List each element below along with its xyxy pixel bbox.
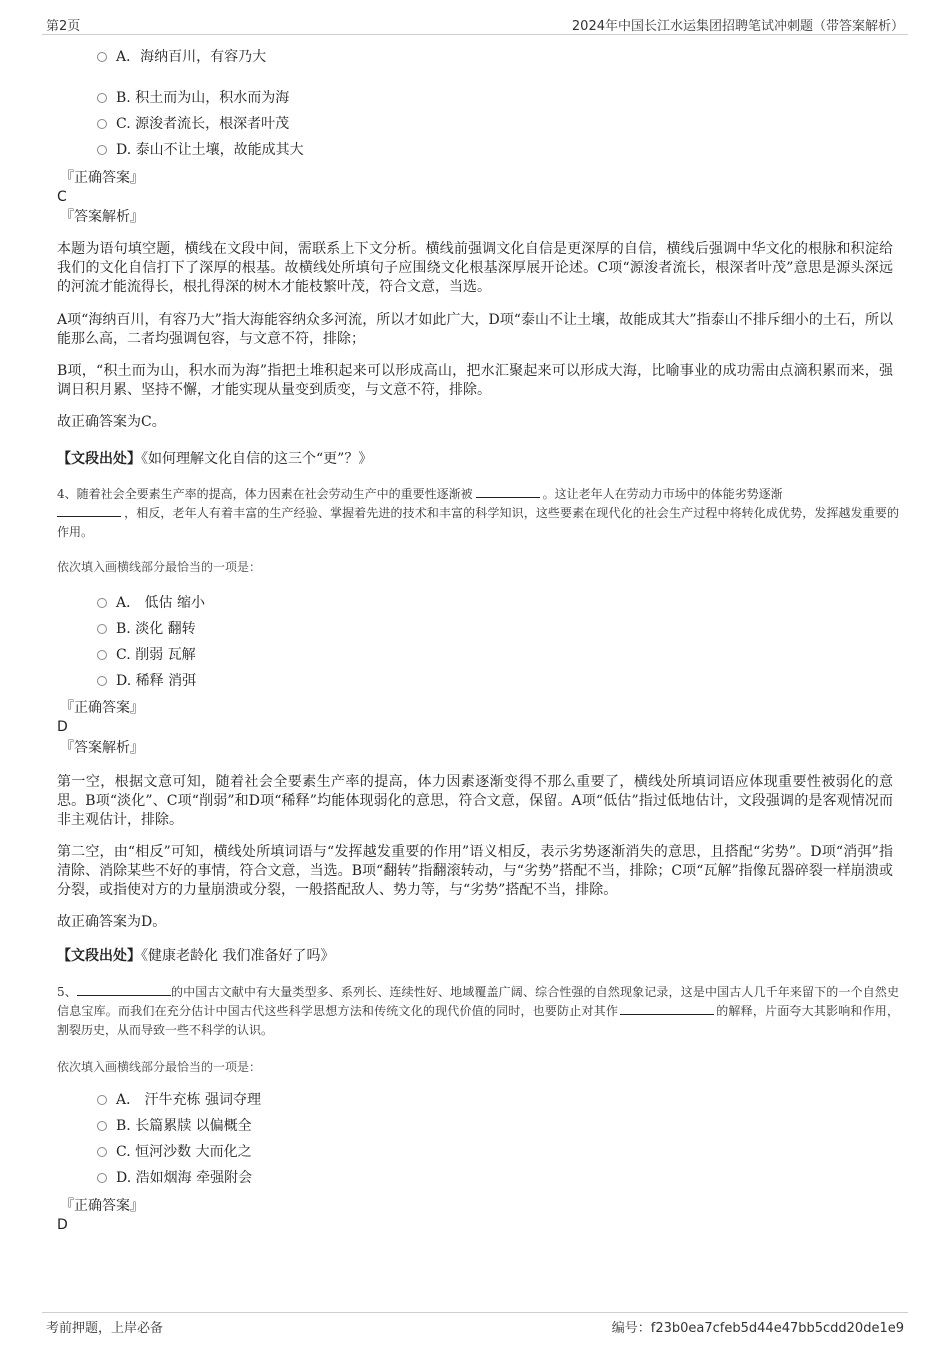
q3-option-b[interactable]: B. 积土而为山，积水而为海 (97, 88, 289, 108)
q3-analysis-label: 『答案解析』 (60, 209, 144, 225)
radio-icon[interactable] (97, 650, 107, 660)
radio-icon[interactable] (97, 93, 107, 103)
page-header (42, 12, 908, 35)
radio-icon[interactable] (97, 1173, 107, 1183)
radio-icon[interactable] (97, 145, 107, 155)
q5-option-b[interactable]: B. 长篇累牍 以偏概全 (97, 1116, 252, 1136)
q4-option-b[interactable]: B. 淡化 翻转 (97, 619, 196, 639)
q4-prompt: 依次填入画横线部分最恰当的一项是： (57, 560, 262, 574)
q3-source: 【文段出处】《如何理解文化自信的这三个“更”？》 (57, 451, 373, 467)
q5-option-d[interactable]: D. 浩如烟海 牵强附会 (97, 1168, 252, 1188)
q5-option-c[interactable]: C. 恒河沙数 大而化之 (97, 1142, 252, 1162)
q5-option-a[interactable]: A． 汗牛充栋 强词夺理 (97, 1090, 261, 1110)
page-number: 第2页 (46, 19, 81, 34)
q4-analysis-label: 『答案解析』 (60, 740, 144, 756)
q4-option-d[interactable]: D. 稀释 消弭 (97, 671, 196, 691)
blank-1 (476, 485, 540, 498)
blank-2 (57, 504, 121, 517)
q3-analysis-p4: 故正确答案为C。 (57, 414, 166, 430)
q4-stem: 4、随着社会全要素生产率的提高，体力因素在社会劳动生产中的重要性逐渐被 。这让老年人在劳动力市场中的体能劣势逐渐 ，相反，老年人有着丰富的生产经验、掌握着先进的技术和丰富的科学知识，这些要素在现代化的社会生产过程中将转化成优势，发挥越发重要的作用。 (57, 487, 899, 539)
q3-option-c[interactable]: C. 源浚者流长，根深者叶茂 (97, 114, 289, 134)
q3-analysis-p1: 本题为语句填空题，横线在文段中间，需联系上下文分析。横线前强调文化自信是更深厚的自信，横线后强调中华文化的根脉和积淀给我们的文化自信打下了深厚的根基。故横线处所填句子应围绕文化根基深厚展开论述。C项“源浚者流长，根深者叶茂”意思是源头深远的河流才能流得长，根扎得深的树木才能枝繁叶茂，符合文意，当选。 (57, 241, 893, 295)
radio-icon[interactable] (97, 676, 107, 686)
radio-icon[interactable] (97, 52, 107, 62)
q4-option-c[interactable]: C. 削弱 瓦解 (97, 645, 196, 665)
q4-analysis-p1: 第一空，根据文意可知，随着社会全要素生产率的提高，体力因素逐渐变得不那么重要了，横线处所填词语应体现重要性被弱化的意思。B项“淡化”、C项“削弱”和D项“稀释”均能体现弱化的意思，符合文意，保留。A项“低估”指过低地估计，文段强调的是客观情况而非主观估计，排除。 (57, 774, 893, 828)
q4-analysis-p2: 第二空，由“相反”可知，横线处所填词语与“发挥越发重要的作用”语义相反，表示劣势逐渐消失的意思，且搭配“劣势”。D项“消弭”指清除、消除某些不好的事情，符合文意，当选。B项“翻转”指翻滚转动，与“劣势”搭配不当，排除；C项“瓦解”指像瓦器碎裂一样崩溃或分裂，或指使对方的力量崩溃或分裂，一般搭配敌人、势力等，与“劣势”搭配不当，排除。 (57, 844, 893, 898)
q3-option-d[interactable]: D. 泰山不让土壤，故能成其大 (97, 140, 304, 160)
q5-prompt: 依次填入画横线部分最恰当的一项是： (57, 1060, 262, 1074)
blank-1 (77, 983, 171, 996)
document-title: 2024年中国长江水运集团招聘笔试冲刺题（带答案解析） (571, 19, 904, 34)
radio-icon[interactable] (97, 1095, 107, 1105)
radio-icon[interactable] (97, 119, 107, 129)
q5-stem: 5、 的中国古文献中有大量类型多、系列长、连续性好、地域覆盖广阔、综合性强的自然现象记录，这是中国古人几千年来留下的一个自然史信息宝库。而我们在充分估计中国古代这些科学思想方法和传统文化的现代价值的同时，也要防止对其作 的解释，片面夸大其影响和作用，割裂历史，从而导致一些不科学的认识。 (57, 985, 899, 1037)
radio-icon[interactable] (97, 1121, 107, 1131)
q3-analysis-p2: A项“海纳百川，有容乃大”指大海能容纳众多河流，所以才如此广大，D项“泰山不让土壤，故能成其大”指泰山不排斥细小的土石，所以能那么高，二者均强调包容，与文意不符，排除； (57, 312, 893, 347)
radio-icon[interactable] (97, 598, 107, 608)
q3-option-a[interactable]: A．海纳百川，有容乃大 (97, 47, 266, 67)
blank-2 (620, 1002, 714, 1015)
q4-answer-label: 『正确答案』 (60, 700, 144, 716)
q4-option-a[interactable]: A． 低估 缩小 (97, 593, 205, 613)
q5-answer: D (57, 1217, 68, 1233)
q4-analysis-p3: 故正确答案为D。 (57, 914, 167, 930)
q4-source: 【文段出处】《健康老龄化 我们准备好了吗》 (57, 948, 335, 964)
q5-answer-label: 『正确答案』 (60, 1198, 144, 1214)
footer-slogan: 考前押题，上岸必备 (46, 1321, 164, 1336)
q4-answer: D (57, 719, 68, 735)
q3-answer-label: 『正确答案』 (60, 170, 144, 186)
document-id: 编号：f23b0ea7cfeb5d44e47bb5cdd20de1e9 (611, 1321, 904, 1336)
radio-icon[interactable] (97, 624, 107, 634)
radio-icon[interactable] (97, 1147, 107, 1157)
q3-analysis-p3: B项，“积土而为山，积水而为海”指把土堆积起来可以形成高山，把水汇聚起来可以形成大海，比喻事业的成功需由点滴积累而来，强调日积月累、坚持不懈，才能实现从量变到质变，与文意不符，排除。 (57, 363, 893, 398)
q3-answer: C (57, 189, 67, 205)
page-footer (42, 1312, 908, 1337)
